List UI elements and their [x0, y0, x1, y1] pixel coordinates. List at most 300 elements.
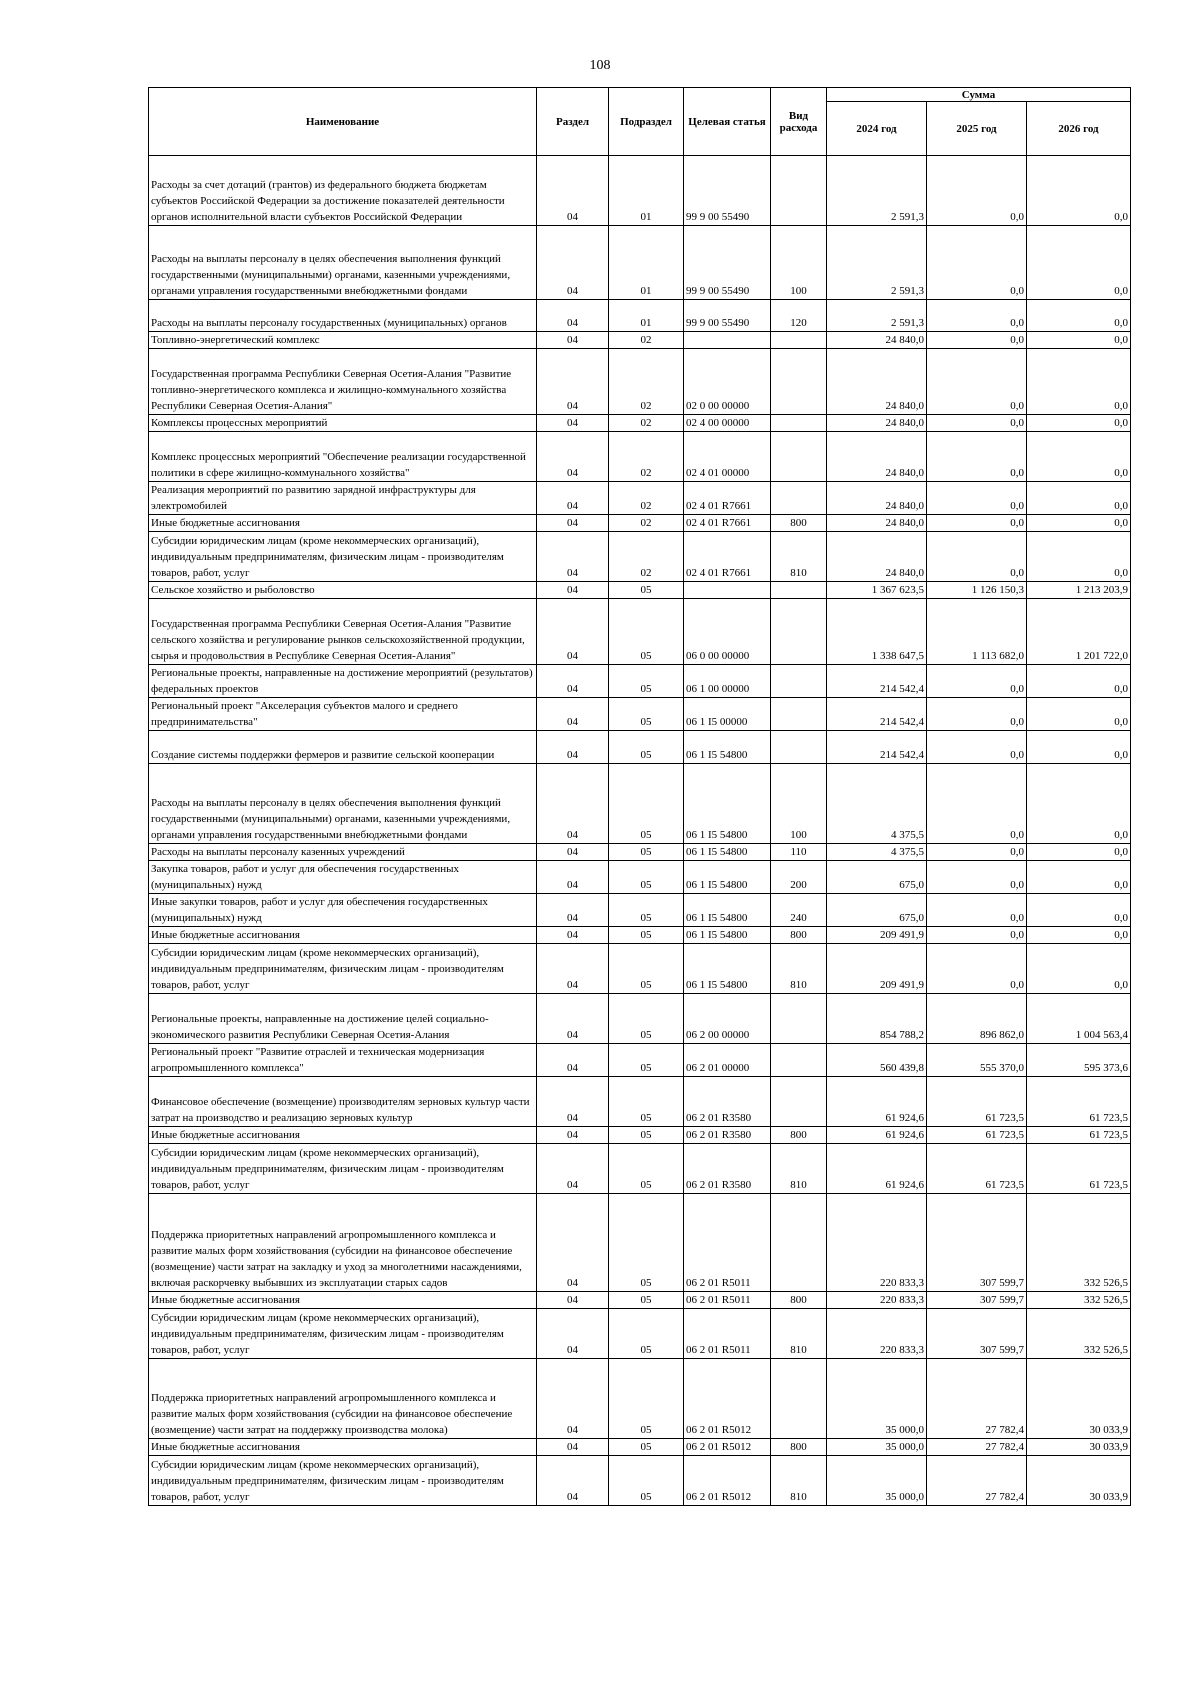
cell-section: 04	[537, 665, 609, 698]
table-row	[149, 894, 1131, 927]
cell-subsection: 05	[609, 944, 684, 994]
cell-2024: 2 591,3	[827, 300, 927, 332]
cell-2024: 220 833,3	[827, 1309, 927, 1359]
cell-2026: 61 723,5	[1027, 1077, 1131, 1127]
cell-2025: 27 782,4	[927, 1439, 1027, 1456]
cell-name: Топливно-энергетический комплекс	[149, 332, 537, 349]
table-row	[149, 1144, 1131, 1194]
cell-subsection: 02	[609, 349, 684, 415]
cell-expense-type: 110	[771, 844, 827, 861]
cell-section: 04	[537, 1439, 609, 1456]
page-number: 108	[589, 58, 611, 73]
cell-2025: 61 723,5	[927, 1077, 1027, 1127]
cell-2026: 30 033,9	[1027, 1359, 1131, 1439]
cell-target: 06 2 01 R3580	[684, 1127, 771, 1144]
cell-expense-type	[771, 994, 827, 1044]
cell-2026: 1 213 203,9	[1027, 582, 1131, 599]
cell-name: Иные бюджетные ассигнования	[149, 1439, 537, 1456]
cell-section: 04	[537, 844, 609, 861]
cell-expense-type: 810	[771, 944, 827, 994]
cell-subsection: 05	[609, 665, 684, 698]
cell-2024: 209 491,9	[827, 927, 927, 944]
cell-2025: 0,0	[927, 698, 1027, 731]
cell-section: 04	[537, 156, 609, 226]
cell-2026: 332 526,5	[1027, 1292, 1131, 1309]
cell-2025: 0,0	[927, 844, 1027, 861]
cell-2025: 896 862,0	[927, 994, 1027, 1044]
cell-subsection: 05	[609, 861, 684, 894]
cell-target: 06 1 I5 54800	[684, 844, 771, 861]
cell-name: Региональные проекты, направленные на достижение целей социально-экономического развития Республики Северная Осетия-Алания	[149, 994, 537, 1044]
cell-expense-type	[771, 332, 827, 349]
cell-expense-type	[771, 349, 827, 415]
cell-target: 06 2 01 R5011	[684, 1292, 771, 1309]
header-name: Наименование	[149, 88, 537, 156]
budget-table	[148, 87, 1131, 1506]
cell-section: 04	[537, 861, 609, 894]
cell-2025: 307 599,7	[927, 1292, 1027, 1309]
table-row	[149, 1292, 1131, 1309]
cell-subsection: 05	[609, 599, 684, 665]
cell-target: 06 2 01 R3580	[684, 1077, 771, 1127]
cell-subsection: 05	[609, 1044, 684, 1077]
cell-2026: 0,0	[1027, 731, 1131, 764]
cell-2024: 854 788,2	[827, 994, 927, 1044]
cell-2024: 675,0	[827, 894, 927, 927]
cell-target	[684, 332, 771, 349]
cell-2026: 0,0	[1027, 415, 1131, 432]
cell-2024: 24 840,0	[827, 432, 927, 482]
cell-expense-type	[771, 415, 827, 432]
table-row	[149, 844, 1131, 861]
cell-2025: 1 126 150,3	[927, 582, 1027, 599]
cell-2024: 1 338 647,5	[827, 599, 927, 665]
cell-section: 04	[537, 332, 609, 349]
cell-2026: 0,0	[1027, 482, 1131, 515]
cell-name: Закупка товаров, работ и услуг для обеспечения государственных (муниципальных) нужд	[149, 861, 537, 894]
cell-subsection: 01	[609, 300, 684, 332]
cell-2024: 2 591,3	[827, 226, 927, 300]
cell-2024: 24 840,0	[827, 482, 927, 515]
cell-name: Государственная программа Республики Северная Осетия-Алания "Развитие сельского хозяйства и регулирование рынков сельскохозяйственной продукции, сырья и продовольствия в Республике Северная Осетия-Алания"	[149, 599, 537, 665]
cell-expense-type	[771, 1194, 827, 1292]
cell-subsection: 05	[609, 1144, 684, 1194]
cell-subsection: 05	[609, 1127, 684, 1144]
cell-subsection: 05	[609, 1359, 684, 1439]
cell-2025: 0,0	[927, 665, 1027, 698]
cell-name: Субсидии юридическим лицам (кроме некоммерческих организаций), индивидуальным предпринимателям, физическим лицам - производителям товаров, работ, услуг	[149, 1456, 537, 1506]
cell-2024: 4 375,5	[827, 764, 927, 844]
cell-section: 04	[537, 1044, 609, 1077]
table-body	[149, 156, 1131, 1506]
cell-2024: 220 833,3	[827, 1292, 927, 1309]
cell-2024: 560 439,8	[827, 1044, 927, 1077]
cell-expense-type: 810	[771, 1144, 827, 1194]
cell-2025: 27 782,4	[927, 1359, 1027, 1439]
cell-section: 04	[537, 1127, 609, 1144]
cell-section: 04	[537, 1077, 609, 1127]
cell-expense-type: 800	[771, 1127, 827, 1144]
cell-section: 04	[537, 300, 609, 332]
cell-2026: 332 526,5	[1027, 1309, 1131, 1359]
cell-2025: 61 723,5	[927, 1144, 1027, 1194]
header-2024: 2024 год	[827, 102, 927, 156]
cell-expense-type: 100	[771, 764, 827, 844]
cell-section: 04	[537, 1292, 609, 1309]
cell-2025: 0,0	[927, 482, 1027, 515]
cell-section: 04	[537, 582, 609, 599]
cell-2026: 0,0	[1027, 226, 1131, 300]
cell-2024: 214 542,4	[827, 731, 927, 764]
table-row	[149, 226, 1131, 300]
header-2026: 2026 год	[1027, 102, 1131, 156]
cell-2024: 4 375,5	[827, 844, 927, 861]
cell-target: 06 2 01 R5011	[684, 1194, 771, 1292]
table-row	[149, 332, 1131, 349]
cell-section: 04	[537, 927, 609, 944]
cell-2025: 0,0	[927, 300, 1027, 332]
cell-2025: 0,0	[927, 156, 1027, 226]
cell-2025: 0,0	[927, 894, 1027, 927]
cell-2024: 209 491,9	[827, 944, 927, 994]
cell-expense-type	[771, 582, 827, 599]
cell-2024: 61 924,6	[827, 1127, 927, 1144]
cell-section: 04	[537, 349, 609, 415]
cell-2024: 1 367 623,5	[827, 582, 927, 599]
cell-2026: 0,0	[1027, 844, 1131, 861]
cell-2026: 1 004 563,4	[1027, 994, 1131, 1044]
cell-2024: 24 840,0	[827, 515, 927, 532]
table-row	[149, 861, 1131, 894]
cell-expense-type	[771, 1077, 827, 1127]
cell-target: 06 2 01 R5012	[684, 1439, 771, 1456]
cell-2026: 595 373,6	[1027, 1044, 1131, 1077]
cell-2025: 0,0	[927, 731, 1027, 764]
table-row	[149, 582, 1131, 599]
cell-section: 04	[537, 731, 609, 764]
cell-2025: 61 723,5	[927, 1127, 1027, 1144]
cell-2026: 0,0	[1027, 432, 1131, 482]
cell-2024: 24 840,0	[827, 349, 927, 415]
cell-2024: 675,0	[827, 861, 927, 894]
cell-subsection: 02	[609, 415, 684, 432]
cell-2024: 2 591,3	[827, 156, 927, 226]
cell-2026: 61 723,5	[1027, 1144, 1131, 1194]
table-row	[149, 698, 1131, 731]
cell-2025: 0,0	[927, 532, 1027, 582]
cell-target: 02 0 00 00000	[684, 349, 771, 415]
cell-name: Субсидии юридическим лицам (кроме некоммерческих организаций), индивидуальным предпринимателям, физическим лицам - производителям товаров, работ, услуг	[149, 1309, 537, 1359]
cell-section: 04	[537, 1309, 609, 1359]
table-row	[149, 1439, 1131, 1456]
cell-2024: 35 000,0	[827, 1456, 927, 1506]
cell-section: 04	[537, 698, 609, 731]
cell-name: Иные бюджетные ассигнования	[149, 927, 537, 944]
cell-expense-type: 800	[771, 515, 827, 532]
cell-expense-type	[771, 599, 827, 665]
cell-2026: 0,0	[1027, 349, 1131, 415]
cell-target: 99 9 00 55490	[684, 226, 771, 300]
cell-target: 06 1 I5 54800	[684, 861, 771, 894]
cell-section: 04	[537, 1456, 609, 1506]
table-row	[149, 1044, 1131, 1077]
cell-name: Региональный проект "Акселерация субъектов малого и среднего предпринимательства"	[149, 698, 537, 731]
table-row	[149, 1077, 1131, 1127]
cell-2025: 0,0	[927, 415, 1027, 432]
cell-section: 04	[537, 894, 609, 927]
table-row	[149, 1309, 1131, 1359]
cell-subsection: 05	[609, 1194, 684, 1292]
cell-2025: 307 599,7	[927, 1194, 1027, 1292]
cell-name: Иные бюджетные ассигнования	[149, 1127, 537, 1144]
cell-2026: 0,0	[1027, 764, 1131, 844]
cell-section: 04	[537, 1194, 609, 1292]
header-expense-type: Вид расхода	[771, 88, 827, 156]
cell-name: Иные бюджетные ассигнования	[149, 1292, 537, 1309]
cell-expense-type	[771, 1359, 827, 1439]
cell-name: Региональные проекты, направленные на достижение мероприятий (результатов) федеральных проектов	[149, 665, 537, 698]
header-2025: 2025 год	[927, 102, 1027, 156]
cell-subsection: 05	[609, 1456, 684, 1506]
cell-name: Комплексы процессных мероприятий	[149, 415, 537, 432]
cell-2024: 24 840,0	[827, 332, 927, 349]
cell-subsection: 05	[609, 1292, 684, 1309]
cell-subsection: 05	[609, 764, 684, 844]
cell-section: 04	[537, 432, 609, 482]
cell-section: 04	[537, 226, 609, 300]
cell-target: 06 1 I5 54800	[684, 731, 771, 764]
cell-expense-type	[771, 665, 827, 698]
cell-2024: 24 840,0	[827, 532, 927, 582]
cell-2025: 0,0	[927, 927, 1027, 944]
cell-2024: 24 840,0	[827, 415, 927, 432]
table-row	[149, 927, 1131, 944]
cell-section: 04	[537, 1144, 609, 1194]
cell-name: Финансовое обеспечение (возмещение) производителям зерновых культур части затрат на производство и реализацию зерновых культур	[149, 1077, 537, 1127]
cell-target: 06 2 01 R5012	[684, 1456, 771, 1506]
cell-target: 02 4 00 00000	[684, 415, 771, 432]
cell-subsection: 02	[609, 432, 684, 482]
cell-2025: 0,0	[927, 944, 1027, 994]
cell-2025: 307 599,7	[927, 1309, 1027, 1359]
header-target: Целевая статья	[684, 88, 771, 156]
cell-target	[684, 582, 771, 599]
cell-subsection: 05	[609, 1077, 684, 1127]
cell-2026: 332 526,5	[1027, 1194, 1131, 1292]
cell-2025: 0,0	[927, 764, 1027, 844]
cell-target: 06 0 00 00000	[684, 599, 771, 665]
table-row	[149, 300, 1131, 332]
cell-2024: 35 000,0	[827, 1359, 927, 1439]
cell-name: Реализация мероприятий по развитию зарядной инфраструктуры для электромобилей	[149, 482, 537, 515]
cell-section: 04	[537, 515, 609, 532]
cell-target: 06 1 00 00000	[684, 665, 771, 698]
cell-name: Сельское хозяйство и рыболовство	[149, 582, 537, 599]
cell-subsection: 05	[609, 1439, 684, 1456]
cell-expense-type	[771, 156, 827, 226]
cell-subsection: 05	[609, 894, 684, 927]
cell-expense-type: 200	[771, 861, 827, 894]
cell-subsection: 05	[609, 698, 684, 731]
cell-2025: 1 113 682,0	[927, 599, 1027, 665]
table-row	[149, 944, 1131, 994]
cell-target: 06 2 01 R5012	[684, 1359, 771, 1439]
cell-2026: 0,0	[1027, 665, 1131, 698]
cell-name: Комплекс процессных мероприятий "Обеспечение реализации государственной политики в сфере жилищно-коммунального хозяйства"	[149, 432, 537, 482]
cell-target: 06 1 I5 54800	[684, 944, 771, 994]
cell-name: Поддержка приоритетных направлений агропромышленного комплекса и развитие малых форм хозяйствования (субсидии на финансовое обеспечение (возмещение) части затрат на поддержку производства молока)	[149, 1359, 537, 1439]
cell-subsection: 01	[609, 226, 684, 300]
cell-subsection: 05	[609, 582, 684, 599]
cell-section: 04	[537, 1359, 609, 1439]
cell-expense-type: 810	[771, 532, 827, 582]
cell-2024: 35 000,0	[827, 1439, 927, 1456]
cell-target: 06 1 I5 54800	[684, 894, 771, 927]
cell-name: Субсидии юридическим лицам (кроме некоммерческих организаций), индивидуальным предпринимателям, физическим лицам - производителям товаров, работ, услуг	[149, 944, 537, 994]
cell-name: Расходы за счет дотаций (грантов) из федерального бюджета бюджетам субъектов Российской Федерации за достижение показателей деятельности органов исполнительной власти субъектов Российской Федерации	[149, 156, 537, 226]
cell-name: Поддержка приоритетных направлений агропромышленного комплекса и развитие малых форм хозяйствования (субсидии на финансовое обеспечение (возмещение) части затрат на закладку и уход за многолетними насаждениями, включая раскорчевку выбывших из эксплуатации старых садов	[149, 1194, 537, 1292]
cell-subsection: 02	[609, 332, 684, 349]
cell-target: 06 2 00 00000	[684, 994, 771, 1044]
cell-2025: 0,0	[927, 861, 1027, 894]
cell-section: 04	[537, 944, 609, 994]
cell-subsection: 05	[609, 731, 684, 764]
cell-subsection: 05	[609, 927, 684, 944]
cell-name: Расходы на выплаты персоналу в целях обеспечения выполнения функций государственными (муниципальными) органами, казенными учреждениями, органами управления государственными внебюджетными фондами	[149, 764, 537, 844]
cell-name: Расходы на выплаты персоналу государственных (муниципальных) органов	[149, 300, 537, 332]
cell-expense-type: 240	[771, 894, 827, 927]
header-subsection: Подраздел	[609, 88, 684, 156]
cell-2024: 214 542,4	[827, 665, 927, 698]
table-row	[149, 599, 1131, 665]
table-row	[149, 432, 1131, 482]
cell-target: 06 1 I5 54800	[684, 764, 771, 844]
cell-2026: 1 201 722,0	[1027, 599, 1131, 665]
cell-2026: 30 033,9	[1027, 1439, 1131, 1456]
table-row	[149, 156, 1131, 226]
cell-expense-type	[771, 1044, 827, 1077]
cell-2025: 0,0	[927, 515, 1027, 532]
cell-subsection: 02	[609, 532, 684, 582]
cell-2025: 0,0	[927, 226, 1027, 300]
header-sum: Сумма	[827, 88, 1131, 102]
cell-name: Расходы на выплаты персоналу в целях обеспечения выполнения функций государственными (муниципальными) органами, казенными учреждениями, органами управления государственными внебюджетными фондами	[149, 226, 537, 300]
cell-subsection: 01	[609, 156, 684, 226]
table-row	[149, 482, 1131, 515]
cell-2026: 0,0	[1027, 861, 1131, 894]
cell-2024: 61 924,6	[827, 1144, 927, 1194]
cell-2025: 0,0	[927, 432, 1027, 482]
cell-target: 06 2 01 R5011	[684, 1309, 771, 1359]
cell-expense-type: 120	[771, 300, 827, 332]
table-row	[149, 764, 1131, 844]
cell-name: Расходы на выплаты персоналу казенных учреждений	[149, 844, 537, 861]
cell-target: 02 4 01 R7661	[684, 482, 771, 515]
cell-target: 06 1 I5 54800	[684, 927, 771, 944]
cell-name: Региональный проект "Развитие отраслей и техническая модернизация агропромышленного комплекса"	[149, 1044, 537, 1077]
cell-name: Государственная программа Республики Северная Осетия-Алания "Развитие топливно-энергетического комплекса и жилищно-коммунального хозяйства Республики Северная Осетия-Алания"	[149, 349, 537, 415]
table-row	[149, 532, 1131, 582]
cell-expense-type: 810	[771, 1309, 827, 1359]
cell-expense-type: 800	[771, 1439, 827, 1456]
cell-expense-type	[771, 731, 827, 764]
header-section: Раздел	[537, 88, 609, 156]
table-row	[149, 515, 1131, 532]
table-row	[149, 1127, 1131, 1144]
cell-target: 06 1 I5 00000	[684, 698, 771, 731]
cell-section: 04	[537, 599, 609, 665]
cell-section: 04	[537, 482, 609, 515]
cell-2026: 0,0	[1027, 894, 1131, 927]
cell-expense-type: 800	[771, 1292, 827, 1309]
cell-subsection: 02	[609, 482, 684, 515]
cell-target: 99 9 00 55490	[684, 300, 771, 332]
cell-target: 02 4 01 R7661	[684, 532, 771, 582]
cell-target: 02 4 01 00000	[684, 432, 771, 482]
cell-2025: 0,0	[927, 332, 1027, 349]
table-row	[149, 349, 1131, 415]
table-row	[149, 994, 1131, 1044]
cell-section: 04	[537, 764, 609, 844]
cell-2026: 0,0	[1027, 156, 1131, 226]
cell-2026: 30 033,9	[1027, 1456, 1131, 1506]
cell-section: 04	[537, 994, 609, 1044]
cell-2026: 0,0	[1027, 515, 1131, 532]
cell-expense-type	[771, 698, 827, 731]
cell-2026: 0,0	[1027, 300, 1131, 332]
cell-2025: 0,0	[927, 349, 1027, 415]
cell-name: Иные бюджетные ассигнования	[149, 515, 537, 532]
cell-2026: 0,0	[1027, 698, 1131, 731]
cell-2024: 220 833,3	[827, 1194, 927, 1292]
cell-expense-type	[771, 482, 827, 515]
cell-expense-type	[771, 432, 827, 482]
table-row	[149, 1359, 1131, 1439]
cell-target: 99 9 00 55490	[684, 156, 771, 226]
cell-expense-type: 100	[771, 226, 827, 300]
cell-name: Иные закупки товаров, работ и услуг для обеспечения государственных (муниципальных) нужд	[149, 894, 537, 927]
cell-target: 06 2 01 R3580	[684, 1144, 771, 1194]
cell-section: 04	[537, 532, 609, 582]
table-row	[149, 731, 1131, 764]
cell-2026: 0,0	[1027, 927, 1131, 944]
cell-subsection: 05	[609, 994, 684, 1044]
table-row	[149, 415, 1131, 432]
cell-2026: 0,0	[1027, 944, 1131, 994]
cell-2026: 61 723,5	[1027, 1127, 1131, 1144]
cell-subsection: 02	[609, 515, 684, 532]
table-row	[149, 665, 1131, 698]
table-row	[149, 1456, 1131, 1506]
cell-name: Субсидии юридическим лицам (кроме некоммерческих организаций), индивидуальным предпринимателям, физическим лицам - производителям товаров, работ, услуг	[149, 532, 537, 582]
cell-2024: 214 542,4	[827, 698, 927, 731]
cell-subsection: 05	[609, 844, 684, 861]
cell-target: 06 2 01 00000	[684, 1044, 771, 1077]
cell-2025: 555 370,0	[927, 1044, 1027, 1077]
cell-2024: 61 924,6	[827, 1077, 927, 1127]
cell-2025: 27 782,4	[927, 1456, 1027, 1506]
cell-target: 02 4 01 R7661	[684, 515, 771, 532]
cell-expense-type: 810	[771, 1456, 827, 1506]
cell-expense-type: 800	[771, 927, 827, 944]
cell-name: Создание системы поддержки фермеров и развитие сельской кооперации	[149, 731, 537, 764]
cell-2026: 0,0	[1027, 532, 1131, 582]
table-row	[149, 1194, 1131, 1292]
cell-name: Субсидии юридическим лицам (кроме некоммерческих организаций), индивидуальным предпринимателям, физическим лицам - производителям товаров, работ, услуг	[149, 1144, 537, 1194]
cell-section: 04	[537, 415, 609, 432]
cell-subsection: 05	[609, 1309, 684, 1359]
cell-2026: 0,0	[1027, 332, 1131, 349]
